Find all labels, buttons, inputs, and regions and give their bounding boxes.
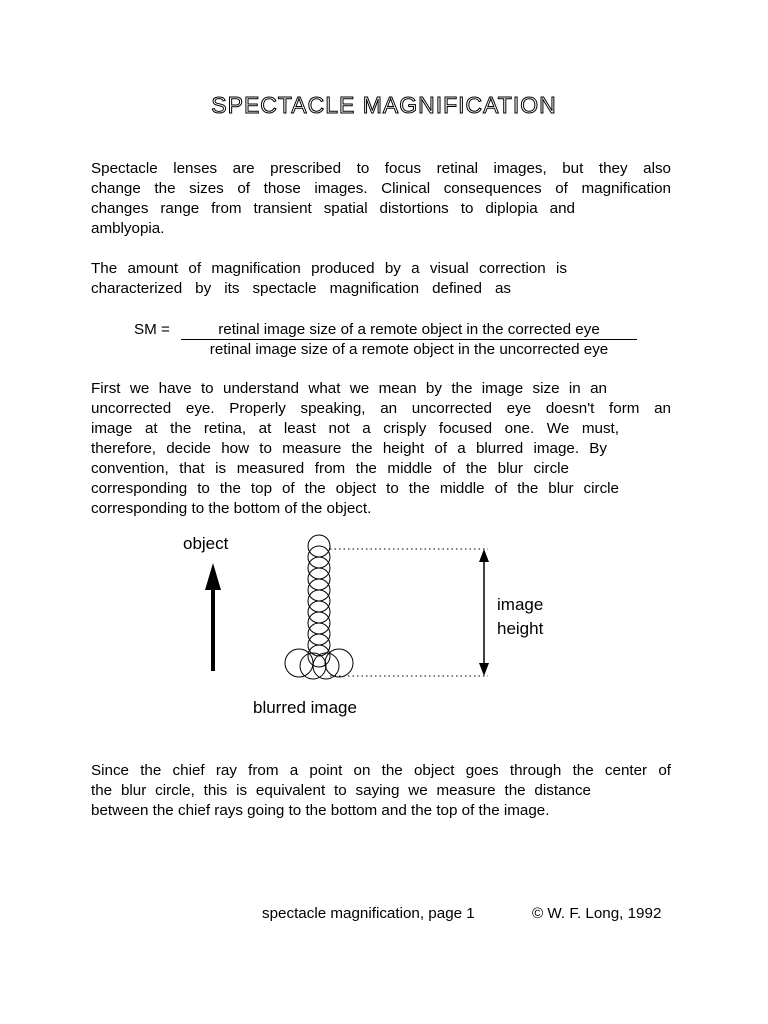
- text-line: changes range from transient spatial distortions to diplopia and: [91, 200, 575, 217]
- text-line: between the chief rays going to the bottom and the top of the image.: [91, 802, 550, 819]
- footer-copyright: © W. F. Long, 1992: [532, 905, 662, 922]
- text-line: First we have to understand what we mean by the image size in an: [91, 380, 607, 397]
- page-title: SPECTACLE MAGNIFICATION: [211, 92, 557, 118]
- text-line: corresponding to the bottom of the object.: [91, 500, 372, 517]
- text-line: therefore, decide how to measure the height of a blurred image. By: [91, 440, 607, 457]
- text-line: The amount of magnification produced by a visual correction is: [91, 260, 567, 277]
- text-line: Spectacle lenses are prescribed to focus retinal images, but they also: [91, 160, 671, 177]
- object-arrow-icon: [205, 563, 221, 671]
- equation-label: SM =: [134, 321, 170, 338]
- chief-ray-paragraph: [91, 761, 671, 821]
- text-line: image at the retina, at least not a crisply focused one. We must,: [91, 420, 619, 437]
- text-line: change the sizes of those images. Clinical consequences of magnification: [91, 180, 671, 197]
- blur-circles: [285, 535, 353, 679]
- dimension-arrow-icon: [479, 549, 489, 676]
- equation-denominator: retinal image size of a remote object in the uncorrected eye: [209, 341, 609, 358]
- blurred-image-label: blurred image: [253, 698, 357, 717]
- text-line: corresponding to the top of the object to the middle of the blur circle: [91, 480, 619, 497]
- text-line: characterized by its spectacle magnification defined as: [91, 280, 511, 297]
- text-line: convention, that is measured from the middle of the blur circle: [91, 460, 569, 477]
- text-line: amblyopia.: [91, 220, 165, 237]
- object-label: object: [183, 534, 229, 553]
- text-line: the blur circle, this is equivalent to saying we measure the distance: [91, 782, 591, 799]
- image-height-label-line1: image: [497, 595, 544, 614]
- equation-numerator: retinal image size of a remote object in the corrected eye: [218, 321, 600, 338]
- image-height-label-line2: height: [497, 619, 544, 638]
- footer-page-label: spectacle magnification, page 1: [262, 905, 475, 922]
- text-line: Since the chief ray from a point on the object goes through the center of: [91, 762, 671, 779]
- text-line: uncorrected eye. Properly speaking, an uncorrected eye doesn't form an: [91, 400, 671, 417]
